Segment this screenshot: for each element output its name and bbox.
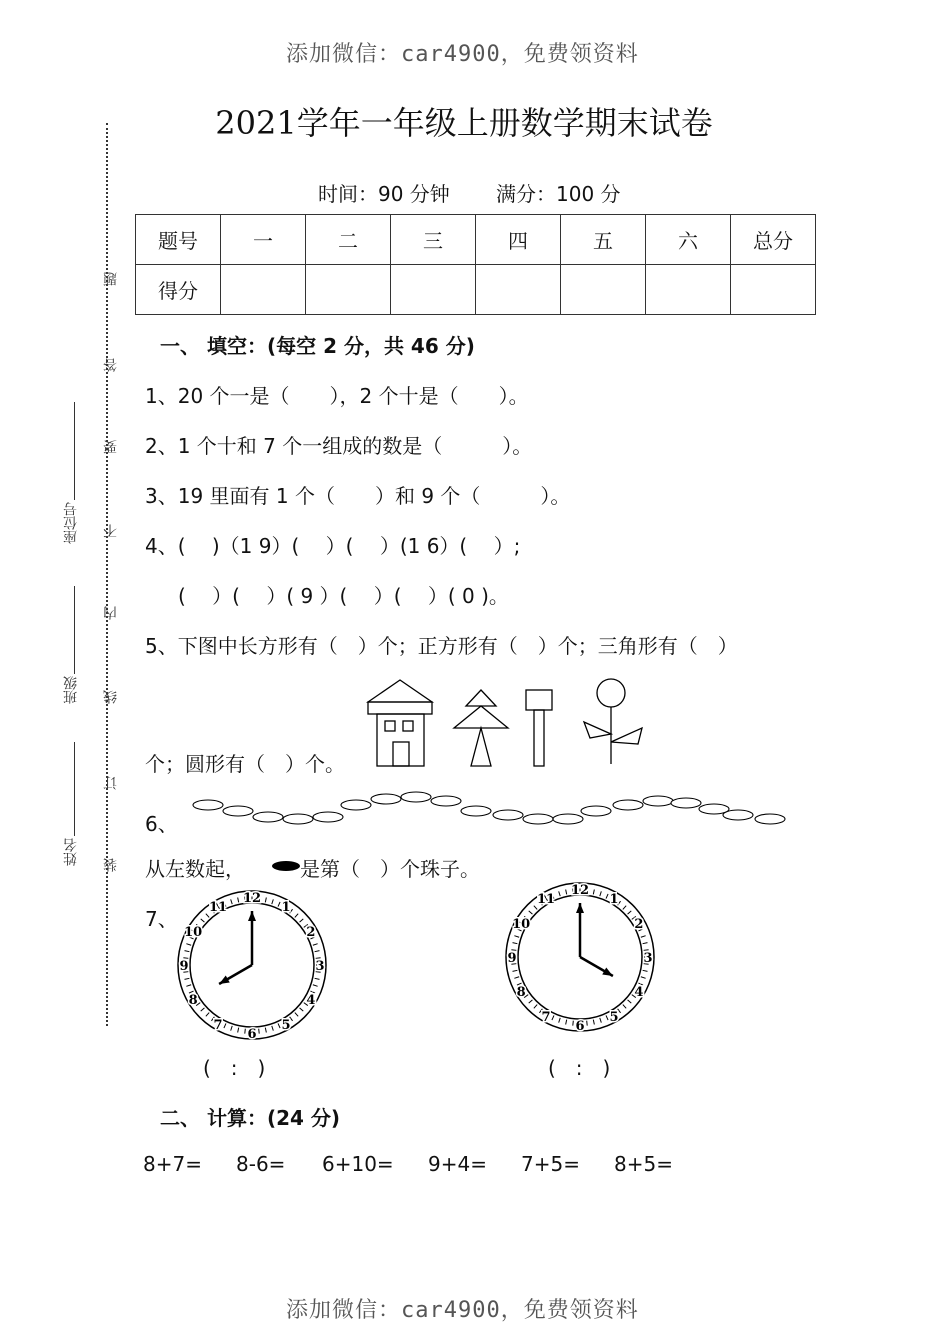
bead — [431, 796, 461, 806]
score-cell[interactable] — [731, 265, 816, 315]
clock-tick — [600, 891, 602, 896]
clock-tick — [313, 985, 318, 987]
binding-char: 内 — [103, 606, 119, 620]
binding-char: 订 — [103, 776, 119, 790]
clock-number: 1 — [609, 892, 619, 908]
clock-tick — [623, 906, 626, 910]
clock-number: 6 — [575, 1019, 585, 1034]
clock-tick — [593, 890, 594, 895]
calc-problem: 8-6= — [236, 1152, 286, 1176]
clock-tick — [606, 894, 608, 899]
clock-tick — [628, 1000, 632, 1003]
question-1: 1、20 个一是（ ），2 个十是（ ）。 — [145, 384, 529, 408]
score-header-cell: 题号 — [136, 215, 221, 265]
clock-minute-hand-tip — [248, 911, 256, 921]
question-4-line-2: ( ）( ）( 9 ）( ）( ）( 0 )。 — [178, 584, 509, 608]
question-7: 7、 — [145, 907, 178, 931]
question-5-continued: 个；圆形有（ ）个。 — [145, 752, 345, 776]
clock-tick — [628, 911, 632, 914]
clock-tick — [300, 1008, 304, 1011]
clock-tick — [513, 943, 518, 944]
binding-char: 装 — [103, 858, 119, 872]
clock-tick — [566, 890, 567, 895]
seat-number-blank[interactable] — [74, 402, 75, 500]
clock-number: 9 — [507, 951, 517, 966]
clock-tick — [186, 944, 191, 946]
clock-number: 2 — [634, 917, 644, 932]
bead — [581, 806, 611, 816]
house-window-square — [403, 721, 413, 731]
clock-tick — [295, 914, 298, 918]
clock-number: 8 — [516, 985, 526, 1000]
clock-number: 7 — [541, 1009, 551, 1025]
clock-tick — [186, 985, 191, 987]
clock-number: 3 — [315, 959, 325, 974]
clock-number: 12 — [242, 891, 262, 906]
clock-tick — [206, 1013, 209, 1017]
bead — [461, 806, 491, 816]
bead — [253, 812, 283, 822]
score-header-cell: 一 — [221, 215, 306, 265]
clock-tick — [529, 911, 533, 914]
house-window-square — [385, 721, 395, 731]
clock-number: 10 — [184, 925, 203, 940]
question-6-text-a: 从左数起， — [145, 857, 245, 881]
shapes-figure — [360, 676, 650, 771]
flower-circle — [597, 679, 625, 707]
score-cell[interactable] — [476, 265, 561, 315]
clock-number: 10 — [512, 917, 531, 932]
clock-tick — [641, 977, 646, 979]
question-6: 6、 — [145, 812, 178, 836]
score-table-header-row — [136, 215, 816, 265]
binding-char: 要 — [103, 440, 119, 454]
bead — [313, 812, 343, 822]
clock-number: 6 — [247, 1027, 257, 1042]
score-table-score-row — [136, 265, 816, 315]
flower-leaf-triangle — [611, 728, 642, 744]
score-header-cell: 总分 — [731, 215, 816, 265]
calc-problem: 8+5= — [614, 1152, 673, 1176]
bead — [523, 814, 553, 824]
clock-2 — [503, 880, 658, 1035]
sign-post-rectangle — [534, 710, 544, 766]
clock-tick — [514, 936, 519, 938]
clock-tick — [278, 902, 280, 907]
clock-tick — [224, 1023, 226, 1028]
clock-tick — [593, 1020, 594, 1025]
bead-group — [193, 792, 785, 824]
score-header-cell: 二 — [306, 215, 391, 265]
clock-tick — [641, 936, 646, 938]
house-door-rectangle — [393, 742, 409, 766]
bead — [283, 814, 313, 824]
clock-tick — [295, 1013, 298, 1017]
clock-tick — [185, 951, 190, 952]
score-cell[interactable] — [306, 265, 391, 315]
bead — [193, 800, 223, 810]
clock-number: 5 — [609, 1009, 619, 1025]
calc-problem: 6+10= — [322, 1152, 394, 1176]
clock-tick — [573, 1021, 574, 1026]
bead — [493, 810, 523, 820]
calc-problem: 9+4= — [428, 1152, 487, 1176]
clock-tick — [231, 899, 233, 904]
bead — [401, 792, 431, 802]
clock-hour-hand-tip — [602, 968, 613, 976]
bead — [643, 796, 673, 806]
bead — [341, 800, 371, 810]
clock-tick — [315, 951, 320, 952]
clock-number: 12 — [570, 883, 590, 898]
bead — [723, 810, 753, 820]
clock-tick — [238, 1028, 239, 1033]
clock-number: 4 — [634, 985, 644, 1000]
question-3: 3、19 里面有 1 个（ ）和 9 个（ ）。 — [145, 484, 571, 508]
score-cell[interactable] — [391, 265, 476, 315]
binding-char: 线 — [103, 690, 119, 704]
clock-tick — [623, 1005, 626, 1009]
clock-tick — [272, 1026, 274, 1031]
black-bead-icon — [271, 859, 303, 873]
clock-number: 2 — [306, 925, 316, 940]
clock-tick — [259, 1029, 260, 1034]
house-roof-band — [368, 702, 432, 714]
score-cell[interactable] — [561, 265, 646, 315]
clock-tick — [606, 1015, 608, 1020]
score-header-cell: 四 — [476, 215, 561, 265]
question-5: 5、下图中长方形有（ ）个；正方形有（ ）个；三角形有（ ） — [145, 634, 738, 658]
clock-tick — [278, 1023, 280, 1028]
clock-number: 1 — [281, 900, 291, 916]
clock-minute-hand-tip — [576, 903, 584, 913]
clock-number: 7 — [213, 1017, 223, 1033]
clock-2-answer-blank[interactable]: ( : ) — [548, 1056, 611, 1080]
section-2-heading: 二、 计算：(24 分) — [160, 1106, 341, 1130]
class-blank[interactable] — [74, 586, 75, 674]
sign-square — [526, 690, 552, 710]
clock-1-answer-blank[interactable]: ( : ) — [203, 1056, 266, 1080]
clock-tick — [265, 898, 266, 903]
clock-tick — [245, 1029, 246, 1034]
bead — [223, 806, 253, 816]
clock-tick — [600, 1018, 602, 1023]
clock-tick — [566, 1020, 567, 1025]
clock-tick — [231, 1026, 233, 1031]
bead — [553, 814, 583, 824]
score-cell[interactable] — [646, 265, 731, 315]
clock-tick — [559, 1018, 561, 1023]
page-title: 2021学年一年级上册数学期末试卷 — [215, 104, 713, 142]
name-blank[interactable] — [74, 742, 75, 836]
clock-tick — [201, 919, 205, 922]
question-6-text-b: 是第（ ）个珠子。 — [300, 857, 480, 881]
clock-number: 5 — [281, 1017, 291, 1033]
score-cell[interactable] — [221, 265, 306, 315]
bead — [755, 814, 785, 824]
house-roof-triangle — [368, 680, 432, 702]
tree-trunk-triangle — [471, 728, 491, 766]
clock-tick — [313, 944, 318, 946]
clock-tick — [513, 970, 518, 971]
clock-tick — [265, 1028, 266, 1033]
bead — [613, 800, 643, 810]
calc-problem: 7+5= — [521, 1152, 580, 1176]
clock-tick — [534, 1005, 537, 1009]
clock-tick — [300, 919, 304, 922]
bead — [671, 798, 701, 808]
clock-tick — [238, 898, 239, 903]
clock-hour-hand-tip — [219, 976, 230, 984]
clock-tick — [552, 1015, 554, 1020]
clock-tick — [643, 970, 648, 971]
clock-1 — [175, 888, 330, 1043]
clock-tick — [315, 978, 320, 979]
clock-tick — [272, 899, 274, 904]
clock-tick — [201, 1008, 205, 1011]
clock-number: 8 — [188, 993, 198, 1008]
watermark-top: 添加微信：car4900，免费领资料 — [286, 42, 639, 67]
section-1-heading: 一、 填空：(每空 2 分，共 46 分) — [160, 334, 475, 358]
score-header-cell: 五 — [561, 215, 646, 265]
flower-leaf-triangle — [584, 722, 611, 738]
clock-tick — [529, 1000, 533, 1003]
full-score-label: 满分：100 分 — [496, 182, 621, 206]
seat-number-label: 座位号 — [63, 502, 79, 544]
tree-mid-triangle — [454, 706, 508, 728]
score-row-label: 得分 — [136, 265, 221, 315]
binding-dotted-line — [106, 123, 108, 1026]
watermark-bottom: 添加微信：car4900，免费领资料 — [286, 1298, 639, 1323]
clock-number: 11 — [208, 900, 228, 916]
question-4-line-1: 4、( )（1 9）( ）( ）(1 6）( ）; — [145, 534, 521, 558]
clock-number: 9 — [179, 959, 189, 974]
house-body-rectangle — [377, 714, 424, 766]
clock-tick — [559, 891, 561, 896]
time-label: 时间：90 分钟 — [318, 182, 450, 206]
bead — [371, 794, 401, 804]
question-2: 2、1 个十和 7 个一组成的数是（ ）。 — [145, 434, 533, 458]
binding-char: 答 — [103, 358, 119, 372]
bead-string-figure — [190, 785, 790, 835]
calc-problem: 8+7= — [143, 1152, 202, 1176]
clock-number: 4 — [306, 993, 316, 1008]
class-label: 班级 — [63, 676, 79, 704]
score-table — [135, 214, 816, 315]
clock-tick — [514, 977, 519, 979]
score-header-cell: 六 — [646, 215, 731, 265]
clock-tick — [643, 943, 648, 944]
clock-number: 11 — [536, 892, 556, 908]
tree-top-triangle — [466, 690, 496, 706]
binding-char: 题 — [103, 272, 119, 286]
clock-tick — [587, 1021, 588, 1026]
clock-number: 3 — [643, 951, 653, 966]
name-label: 姓名 — [63, 838, 79, 866]
binding-char: 不 — [103, 524, 119, 538]
score-header-cell: 三 — [391, 215, 476, 265]
clock-tick — [185, 978, 190, 979]
